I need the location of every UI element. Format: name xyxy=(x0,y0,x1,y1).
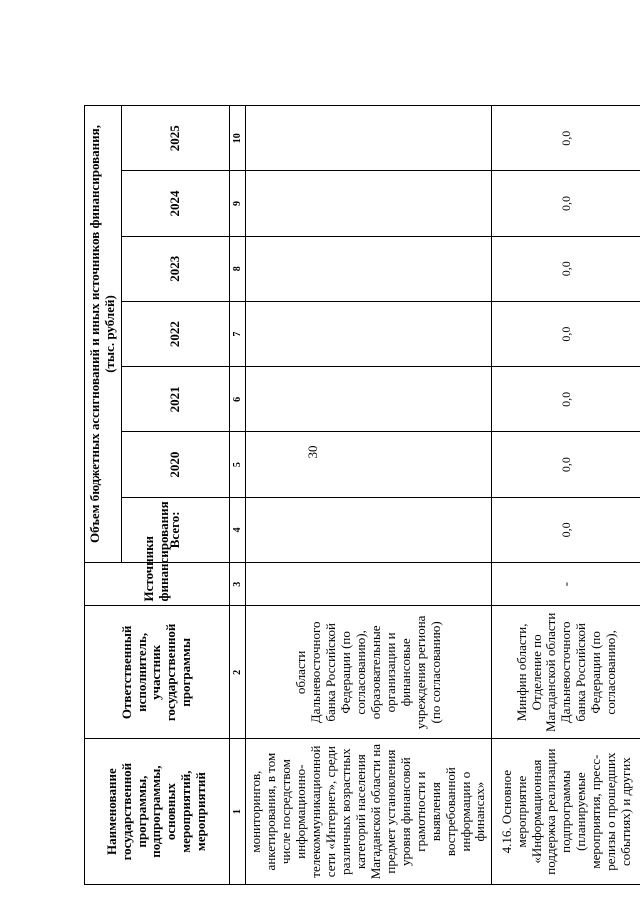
row-name: 4.16. Основное мероприятие «Информационная поддержка реализации подпрограммы (планируемые мероприятия, пресс-релизы о прошедших событиях) и других xyxy=(492,739,640,885)
row-executor: Минфин области, Отделение по Магаданской области Дальневосточного банка Российской Федерации (по согласованию), xyxy=(492,606,640,739)
column-number: 4 xyxy=(229,497,246,562)
row-value-2022 xyxy=(246,301,492,366)
row-value-2021 xyxy=(246,367,492,432)
table-row xyxy=(492,106,640,885)
row-name: мониторингов, анкетирования, в том числе посредством информационно-телекоммуникационной сети «Интернет», среди различных возрастных категорий населения Магаданской области на предмет установления уровня финансовой грамотности и выявления востребованной информации о финансах» xyxy=(246,739,492,885)
row-source: - xyxy=(492,562,640,606)
header-name: Наименование государственной программы, подпрограммы, основных мероприятий, мероприятий xyxy=(85,739,230,885)
header-source: Источники финансирования xyxy=(85,562,230,606)
column-number: 2 xyxy=(229,606,246,739)
row-executor: области Дальневосточного банка Российской Федерации (по согласованию), образовательные организации и финансовые учреждения региона (по согласованию) xyxy=(246,606,492,739)
row-value-2023: 0,0 xyxy=(492,236,640,301)
page-number: 30 xyxy=(305,445,320,459)
header-year-2025: 2025 xyxy=(121,106,229,171)
column-number: 1 xyxy=(229,739,246,885)
column-number: 5 xyxy=(229,432,246,497)
column-number: 9 xyxy=(229,171,246,236)
column-number: 10 xyxy=(229,106,246,171)
financing-table xyxy=(84,105,640,885)
rotated-content xyxy=(84,105,636,885)
header-year-2024: 2024 xyxy=(121,171,229,236)
row-value-2025 xyxy=(246,106,492,171)
header-year-2021: 2021 xyxy=(121,367,229,432)
header-row-1 xyxy=(85,106,122,885)
rotated-page xyxy=(84,23,640,880)
header-year-2022: 2022 xyxy=(121,301,229,366)
row-source xyxy=(246,562,492,606)
row-value-2021: 0,0 xyxy=(492,367,640,432)
table-row xyxy=(246,106,492,885)
row-value-2022: 0,0 xyxy=(492,301,640,366)
header-executor: Ответственный исполнитель, участник государственной программы xyxy=(85,606,230,739)
row-total: 0,0 xyxy=(492,497,640,562)
column-number-row xyxy=(229,106,246,885)
column-number: 8 xyxy=(229,236,246,301)
row-value-2020: 0,0 xyxy=(492,432,640,497)
row-value-2023 xyxy=(246,236,492,301)
row-value-2025: 0,0 xyxy=(492,106,640,171)
column-number: 7 xyxy=(229,301,246,366)
header-year-2023: 2023 xyxy=(121,236,229,301)
header-finance-group: Объем бюджетных ассигнований и иных источников финансирования, (тыс. рублей) xyxy=(85,106,122,563)
row-value-2024: 0,0 xyxy=(492,171,640,236)
column-number: 6 xyxy=(229,367,246,432)
header-year-2020: 2020 xyxy=(121,432,229,497)
row-value-2020 xyxy=(246,432,492,497)
row-total xyxy=(246,497,492,562)
row-value-2024 xyxy=(246,171,492,236)
column-number: 3 xyxy=(229,562,246,606)
header-total: Всего: xyxy=(121,497,229,562)
